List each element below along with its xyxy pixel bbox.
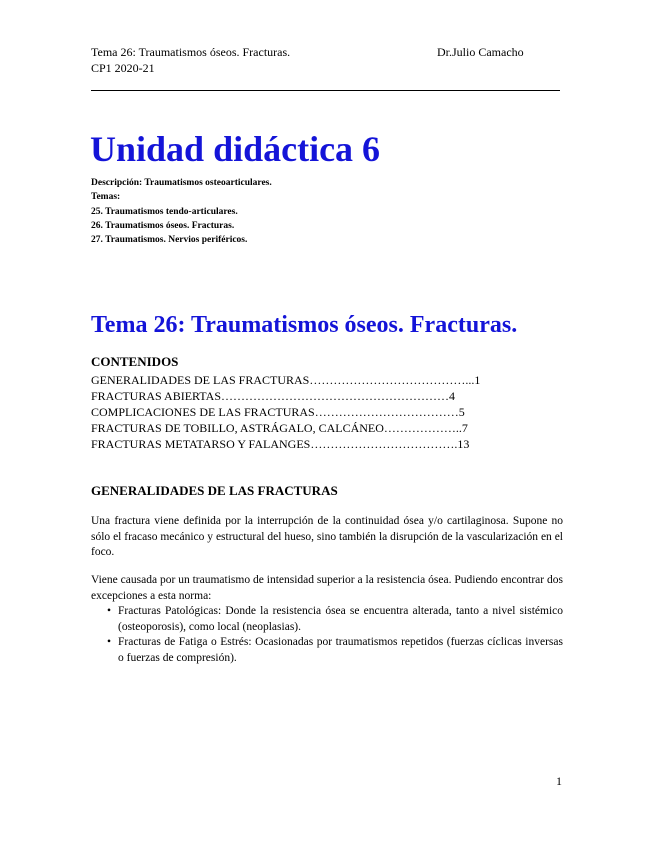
unit-title: Unidad didáctica 6 bbox=[90, 129, 381, 169]
list-item bbox=[91, 635, 563, 666]
unit-meta bbox=[91, 176, 272, 247]
exceptions-list bbox=[91, 604, 563, 666]
list-item bbox=[91, 604, 563, 635]
contents-item: FRACTURAS METATARSO Y FALANGES……………………………….13 bbox=[91, 437, 470, 451]
bullet-icon: • bbox=[107, 605, 112, 617]
page-number: 1 bbox=[556, 774, 562, 788]
bullet-icon: • bbox=[107, 636, 112, 648]
contents-item: FRACTURAS DE TOBILLO, ASTRÁGALO, CALCÁNEO………………..7 bbox=[91, 421, 468, 435]
contents-item: COMPLICACIONES DE LAS FRACTURAS………………………………5 bbox=[91, 405, 465, 419]
tema-title: Tema 26: Traumatismos óseos. Fracturas. bbox=[91, 312, 518, 338]
unit-description: Descripción: Traumatismos osteoarticulares. bbox=[91, 178, 272, 188]
unit-topic-item: 26. Traumatismos óseos. Fracturas. bbox=[91, 220, 235, 231]
contents-item: FRACTURAS ABIERTAS…………………………………………………4 bbox=[91, 389, 456, 403]
header-topic: Tema 26: Traumatismos óseos. Fracturas. bbox=[91, 45, 291, 59]
section-heading: GENERALIDADES DE LAS FRACTURAS bbox=[91, 483, 338, 498]
section-paragraph: Una fractura viene definida por la interrupción de la continuidad ósea y/o cartilaginosa. Supone no sólo el fracaso mecánico y estructural del hueso, sino también la disrupción de la vascularización en el foco. bbox=[91, 515, 563, 558]
unit-topic-item: 25. Traumatismos tendo-articulares. bbox=[91, 206, 238, 217]
header-author: Dr.Julio Camacho bbox=[437, 45, 524, 59]
list-item-text: Fracturas de Fatiga o Estrés: Ocasionadas por traumatismos repetidos (fuerzas cíclicas inversas o fuerzas de compresión). bbox=[118, 636, 563, 664]
contents-list bbox=[91, 372, 480, 452]
contents-heading: CONTENIDOS bbox=[91, 354, 179, 369]
header-course: CP1 2020-21 bbox=[91, 61, 155, 75]
section-paragraph: Viene causada por un traumatismo de intensidad superior a la resistencia ósea. Pudiendo encontrar dos excepciones a esta norma: bbox=[91, 574, 563, 602]
unit-topic-item: 27. Traumatismos. Nervios periféricos. bbox=[91, 235, 248, 246]
unit-topics-label: Temas: bbox=[91, 192, 121, 203]
header-divider bbox=[91, 90, 560, 91]
contents-item: GENERALIDADES DE LAS FRACTURAS…………………………………...1 bbox=[91, 373, 481, 387]
list-item-text: Fracturas Patológicas: Donde la resistencia ósea se encuentra alterada, tanto a nivel sistémico (osteoporosis), como local (neoplasias). bbox=[118, 605, 563, 633]
